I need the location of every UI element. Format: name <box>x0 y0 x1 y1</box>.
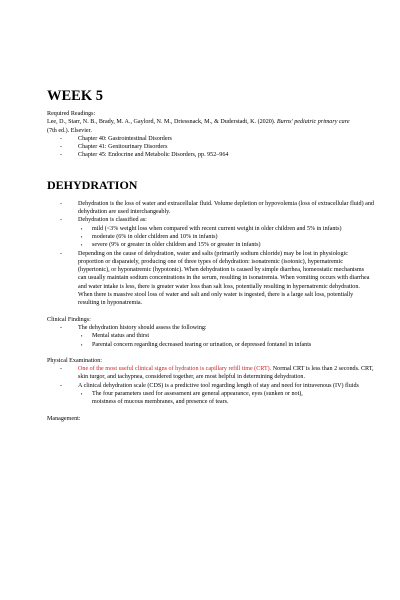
list-item: - The dehydration history should assess the following: ▪ Mental status and thirst ▪ Parental concern regarding decreased tearing or urination, or depressed fontanel in infants <box>47 324 374 349</box>
list-item: - Dehydration is the loss of water and extracellular fluid. Volume depletion or hypovolemia (loss of extracellular fluid) and dehydration are used interchangeably. <box>47 200 374 217</box>
readings-citation: Lee, D., Starr, N. B., Brady, M. A., Gaylord, N. M., Driessnack, M., & Duderstadt, K. (2020). Burns' pediatric primary care (7th ed.). Elsevier. <box>47 119 350 134</box>
chapter-list <box>47 135 400 160</box>
exam-list <box>47 365 400 406</box>
list-item: ▪ The four parameters used for assessment are general appearance, eyes (sunken or not), moistness of mucous membranes, and presence of tears. <box>78 390 328 407</box>
list-item: - Chapter 40: Gastrointestinal Disorders <box>47 135 374 143</box>
dehydration-list <box>47 200 400 308</box>
physical-exam-label: Physical Examination: <box>47 357 103 364</box>
list-item: ▪ Mental status and thirst <box>78 332 328 340</box>
list-item: ▪ mild (<3% weight loss when compared with recent current weight in older children and 5% in infants) <box>78 225 342 233</box>
dehydration-title: DEHYDRATION <box>47 177 138 192</box>
exam-sub-list <box>78 390 374 407</box>
list-item: - Depending on the cause of dehydration, water and salts (primarily sodium chloride) may be lost in physiologic proportion or disparately, producing one of three types of dehydration: isonatremic (isotonic), hypernatremic (hypertonic), or hyponatremic (hypotonic). When dehydration is caused by simple diarrhea, homeostatic mechanisms can usually maintain sodium concentrations in the serum, resulting in isonatremia. When vomiting occurs with diarrhea and water intake is less, there is greater water loss than salt loss, potentially resulting in hypernatremic dehydration. When there is massive stool loss of water and salt and only water is ingested, there is a large salt loss, potentially resulting in hyponatremia. <box>47 250 374 308</box>
list-item: - Dehydration is classified as: ▪ mild (<3% weight loss when compared with recent current weight in older children and 5% in infants) ▪ moderate (6% in older children and 10% in infants) ▪ severe (9% or greater in older children and 15% or greater in infants) <box>47 216 374 249</box>
crt-highlight: One of the most useful clinical signs of hydration is capillary refill time (CRT). <box>78 366 272 373</box>
readings-label: Required Readings: <box>47 111 96 117</box>
list-item: ▪ moderate (6% in older children and 10% in infants) <box>78 233 342 241</box>
classification-list <box>78 225 374 250</box>
list-item: ▪ Parental concern regarding decreased tearing or urination, or depressed fontanel in infants <box>78 341 328 349</box>
clinical-findings-label: Clinical Findings: <box>47 316 91 323</box>
list-item: ▪ severe (9% or greater in older children and 15% or greater in infants) <box>78 241 342 249</box>
list-item: - One of the most useful clinical signs of hydration is capillary refill time (CRT). Normal CRT is less than 2 seconds. CRT, skin turgor, and tachypnea, considered together, are most helpful in determining dehydration. <box>47 365 374 382</box>
list-item: - A clinical dehydration scale (CDS) is a predictive tool regarding length of stay and need for intravenous (IV) fluids ▪ The four parameters used for assessment are general appearance, eyes (sunken or not), moistness of mucous membranes, and presence of tears. <box>47 382 374 407</box>
management-label: Management: <box>47 415 81 422</box>
list-item: - Chapter 41: Genitourinary Disorders <box>47 143 374 151</box>
week-title: WEEK 5 <box>47 88 103 104</box>
clinical-sub-list <box>78 332 374 349</box>
list-item: - Chapter 45: Endocrine and Metabolic Disorders, pp. 952–964 <box>47 151 374 159</box>
clinical-list <box>47 324 400 349</box>
